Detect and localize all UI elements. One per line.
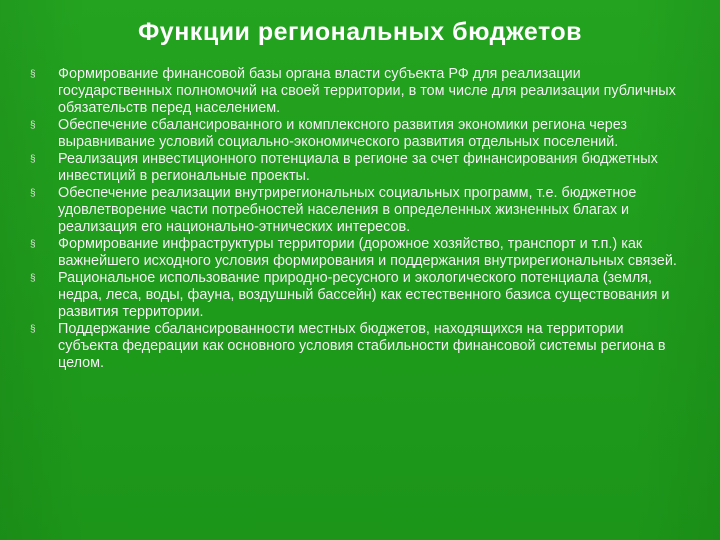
- list-item: [30, 321, 680, 372]
- list-item: [30, 185, 680, 236]
- list-item: [30, 270, 680, 321]
- list-item: [30, 151, 680, 185]
- bullet-icon: §: [30, 69, 36, 80]
- list-item-text: Поддержание сбалансированности местных бюджетов, находящихся на территории субъекта федерации как основного условия стабильности финансовой системы региона в целом.: [58, 321, 666, 371]
- bullet-icon: §: [30, 324, 36, 335]
- list-item-text: Формирование финансовой базы органа власти субъекта РФ для реализации государственных полномочий на своей территории, в том числе для реализации публичных обязательств перед населением.: [58, 66, 676, 116]
- list-item: [30, 236, 680, 270]
- bullet-icon: §: [30, 188, 36, 199]
- bullet-icon: §: [30, 120, 36, 131]
- list-item-text: Обеспечение реализации внутрирегиональных социальных программ, т.е. бюджетное удовлетворение части потребностей населения в определенных жизненных благах и реализация его национально-этнических интересов.: [58, 185, 637, 235]
- list-item-text: Обеспечение сбалансированного и комплексного развития экономики региона через выравнивание условий социально-экономического развития отдельных поселений.: [58, 117, 628, 150]
- bullet-icon: §: [30, 154, 36, 165]
- bullet-icon: §: [30, 273, 36, 284]
- list-item-text: Формирование инфраструктуры территории (дорожное хозяйство, транспорт и т.п.) как важнейшего исходного условия формирования и поддержания внутрирегиональных связей.: [58, 236, 677, 269]
- slide-title: Функции региональных бюджетов: [137, 18, 583, 46]
- list-item: [30, 117, 680, 151]
- bullet-list: [30, 66, 680, 372]
- list-item-text: Реализация инвестиционного потенциала в регионе за счет финансирования бюджетных инвестиций в региональные проекты.: [58, 151, 658, 184]
- list-item-text: Рациональное использование природно-ресусного и экологического потенциала (земля, недра, леса, воды, фауна, воздушный бассейн) как естественного базиса существования и развития территории.: [58, 270, 670, 320]
- bullet-icon: §: [30, 239, 36, 250]
- list-item: [30, 66, 680, 117]
